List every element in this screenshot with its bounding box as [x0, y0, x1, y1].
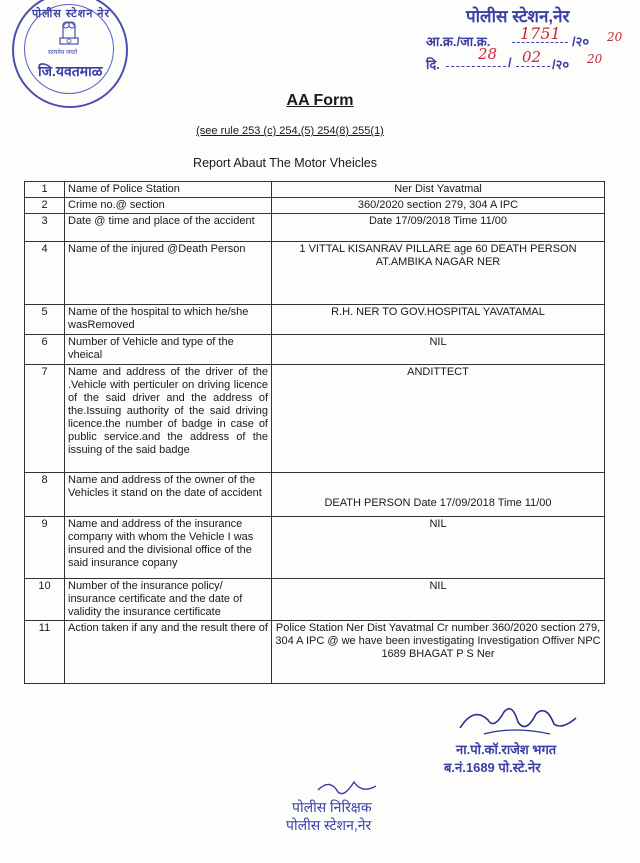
- form-title: AA Form: [286, 92, 354, 109]
- outward-year-prefix: /२०: [572, 34, 590, 49]
- date-year-suffix: 20: [587, 52, 603, 66]
- table-row: [25, 335, 605, 365]
- row-value: DEATH PERSON Date 17/09/2018 Time 11/00: [272, 473, 605, 517]
- row-value: 1 VITTAL KISANRAV PILLARE age 60 DEATH PERSON AT.AMBIKA NAGAR NER: [272, 242, 605, 305]
- header-station-stamp: पोलीस स्टेशन,नेर: [466, 7, 570, 26]
- table-row: [25, 305, 605, 335]
- row-label: Action taken if any and the result there of: [65, 621, 272, 684]
- row-number: 10: [25, 579, 65, 621]
- table-row: [25, 182, 605, 198]
- table-row: [25, 517, 605, 579]
- row-number: 1: [25, 182, 65, 198]
- row-label: Name and address of the insurance company with whom the Vehicle I was insured and the divisional office of the said insurance copany: [65, 517, 272, 579]
- row-value: Police Station Ner Dist Yavatmal Cr number 360/2020 section 279, 304 A IPC @ we have been investigating Investigation Offiver NPC 1689 BHAGAT P S Ner: [272, 621, 605, 684]
- seal-motto: सत्यमेव जयते: [48, 50, 78, 56]
- table-row: [25, 473, 605, 517]
- outward-number-label: आ.क्र./जा.क्र.: [426, 34, 491, 49]
- date-month-line: [516, 66, 550, 67]
- row-value: Date 17/09/2018 Time 11/00: [272, 214, 605, 242]
- row-value: R.H. NER TO GOV.HOSPITAL YAVATAMAL: [272, 305, 605, 335]
- row-number: 2: [25, 198, 65, 214]
- row-label: Name and address of the driver of the .Vehicle with perticuler on driving licence of the said driver and the address of the.Issuing authority of the said driving licence.the number of badge in case of public service.and the address of the issuing of the said badge: [65, 365, 272, 473]
- signature-scribble: [454, 700, 584, 740]
- table-row: [25, 214, 605, 242]
- row-value: NIL: [272, 335, 605, 365]
- inspector-signature: [314, 776, 384, 800]
- row-number: 6: [25, 335, 65, 365]
- officer-stamp-line1: ना.पो.कॉ.राजेश भगत: [456, 742, 557, 757]
- row-number: 8: [25, 473, 65, 517]
- row-label: Name and address of the owner of the Vehicles it stand on the date of accident: [65, 473, 272, 517]
- date-day-line: [446, 66, 506, 67]
- outward-number: 1751: [520, 24, 561, 43]
- report-heading: Report Abaut The Motor Vheicles: [193, 156, 377, 170]
- row-label: Number of the insurance policy/ insurance certificate and the date of validity the insurance certificate: [65, 579, 272, 621]
- officer-stamp-line2: ब.नं.1689 पो.स्टे.नेर: [444, 760, 541, 775]
- outward-year-suffix: 20: [607, 30, 623, 44]
- inspector-stamp-line1: पोलीस निरिक्षक: [292, 799, 372, 815]
- row-value: NIL: [272, 579, 605, 621]
- row-number: 5: [25, 305, 65, 335]
- date-label: दि.: [426, 57, 440, 72]
- date-month: 02: [522, 48, 542, 66]
- row-label: Number of Vehicle and type of the vheical: [65, 335, 272, 365]
- row-value: 360/2020 section 279, 304 A IPC: [272, 198, 605, 214]
- row-value: ANDITTECT: [272, 365, 605, 473]
- date-day: 28: [478, 45, 498, 63]
- row-value: Ner Dist Yavatmal: [272, 182, 605, 198]
- row-number: 4: [25, 242, 65, 305]
- row-number: 3: [25, 214, 65, 242]
- row-label: Name of Police Station: [65, 182, 272, 198]
- row-number: 9: [25, 517, 65, 579]
- table-row: [25, 579, 605, 621]
- table-row: [25, 621, 605, 684]
- row-value: NIL: [272, 517, 605, 579]
- accident-report-table: [24, 181, 605, 684]
- inspector-stamp-line2: पोलीस स्टेशन,नेर: [286, 817, 372, 833]
- row-label: Name of the hospital to which he/she wasRemoved: [65, 305, 272, 335]
- date-year-prefix: /२०: [552, 57, 570, 72]
- emblem-icon: [52, 16, 86, 46]
- row-number: 7: [25, 365, 65, 473]
- table-row: [25, 365, 605, 473]
- rule-reference: (see rule 253 (c) 254,(5) 254(8) 255(1): [196, 125, 384, 137]
- row-label: Name of the injured @Death Person: [65, 242, 272, 305]
- table-row: [25, 198, 605, 214]
- row-label: Date @ time and place of the accident: [65, 214, 272, 242]
- table-row: [25, 242, 605, 305]
- seal-top-text: पोलीस स्टेशन नेर: [32, 8, 110, 20]
- date-separator: /: [508, 55, 512, 70]
- seal-bottom-text: जि.यवतमाळ: [38, 63, 103, 79]
- row-number: 11: [25, 621, 65, 684]
- row-label: Crime no.@ section: [65, 198, 272, 214]
